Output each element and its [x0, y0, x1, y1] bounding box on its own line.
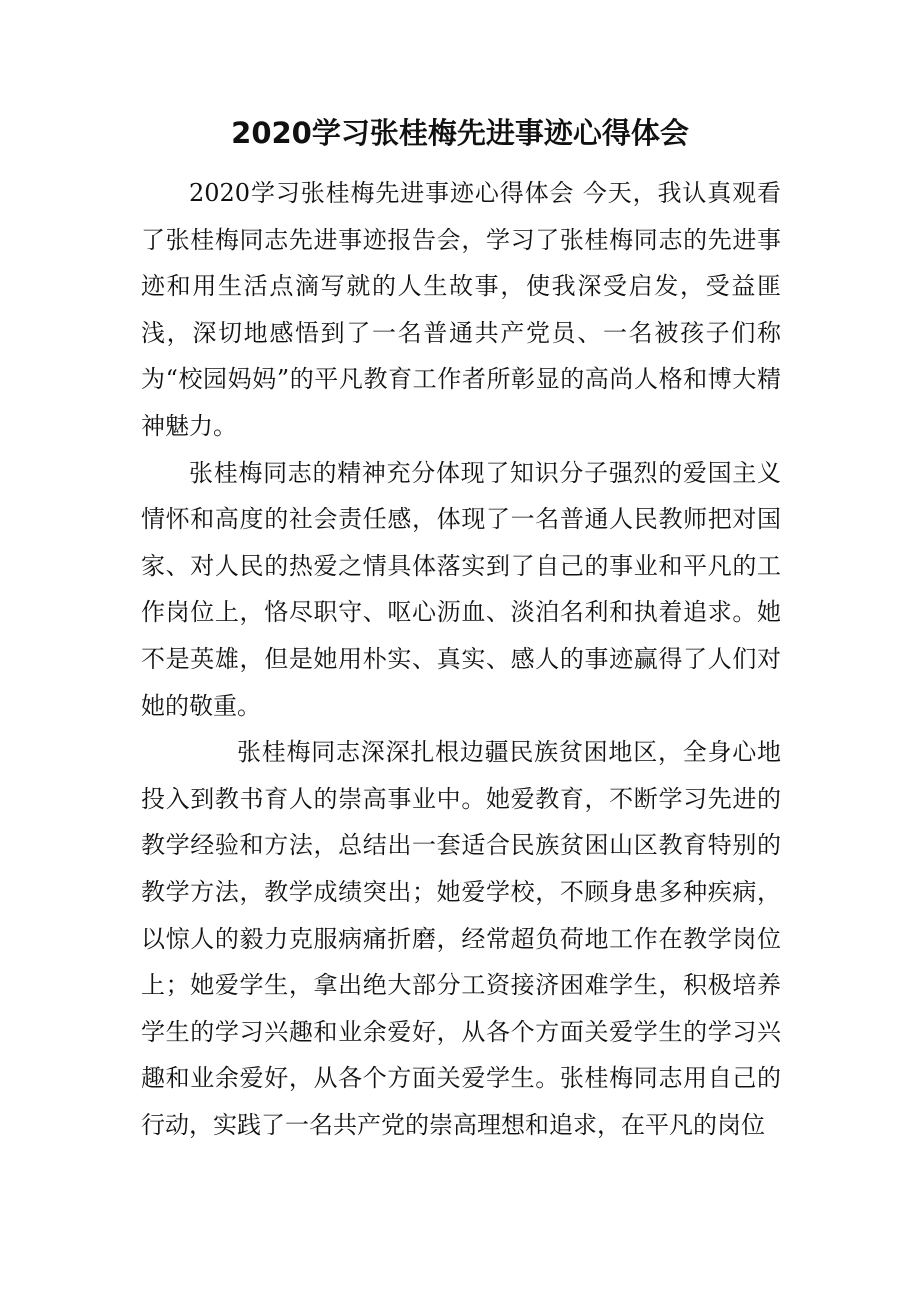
document-body: [141, 170, 781, 1148]
paragraph-3: 张桂梅同志深深扎根边疆民族贫困地区，全身心地投入到教书育人的崇高事业中。她爱教育，不断学习先进的教学经验和方法，总结出一套适合民族贫困山区教育特别的教学方法，教学成绩突出；她爱学校，不顾身患多种疾病，以惊人的毅力克服病痛折磨，经常超负荷地工作在教学岗位上；她爱学生，拿出绝大部分工资接济困难学生，积极培养学生的学习兴趣和业余爱好，从各个方面关爱学生的学习兴趣和业余爱好，从各个方面关爱学生。张桂梅同志用自己的行动，实践了一名共产党的崇高理想和追求，在平凡的岗位: [141, 738, 781, 1139]
document-title: 2020学习张桂梅先进事迹心得体会: [231, 116, 689, 150]
paragraph-2: 张桂梅同志的精神充分体现了知识分子强烈的爱国主义情怀和高度的社会责任感，体现了一名普通人民教师把对国家、对人民的热爱之情具体落实到了自己的事业和平凡的工作岗位上，恪尽职守、呕心沥血、淡泊名利和执着追求。她不是英雄，但是她用朴实、真实、感人的事迹赢得了人们对她的敬重。: [141, 458, 781, 720]
paragraph-1: 2020学习张桂梅先进事迹心得体会 今天，我认真观看了张桂梅同志先进事迹报告会，学习了张桂梅同志的先进事迹和用生活点滴写就的人生故事，使我深受启发，受益匪浅，深切地感悟到了一名普通共产党员、一名被孩子们称为“校园妈妈”的平凡教育工作者所彰显的高尚人格和博大精神魅力。: [141, 179, 781, 440]
